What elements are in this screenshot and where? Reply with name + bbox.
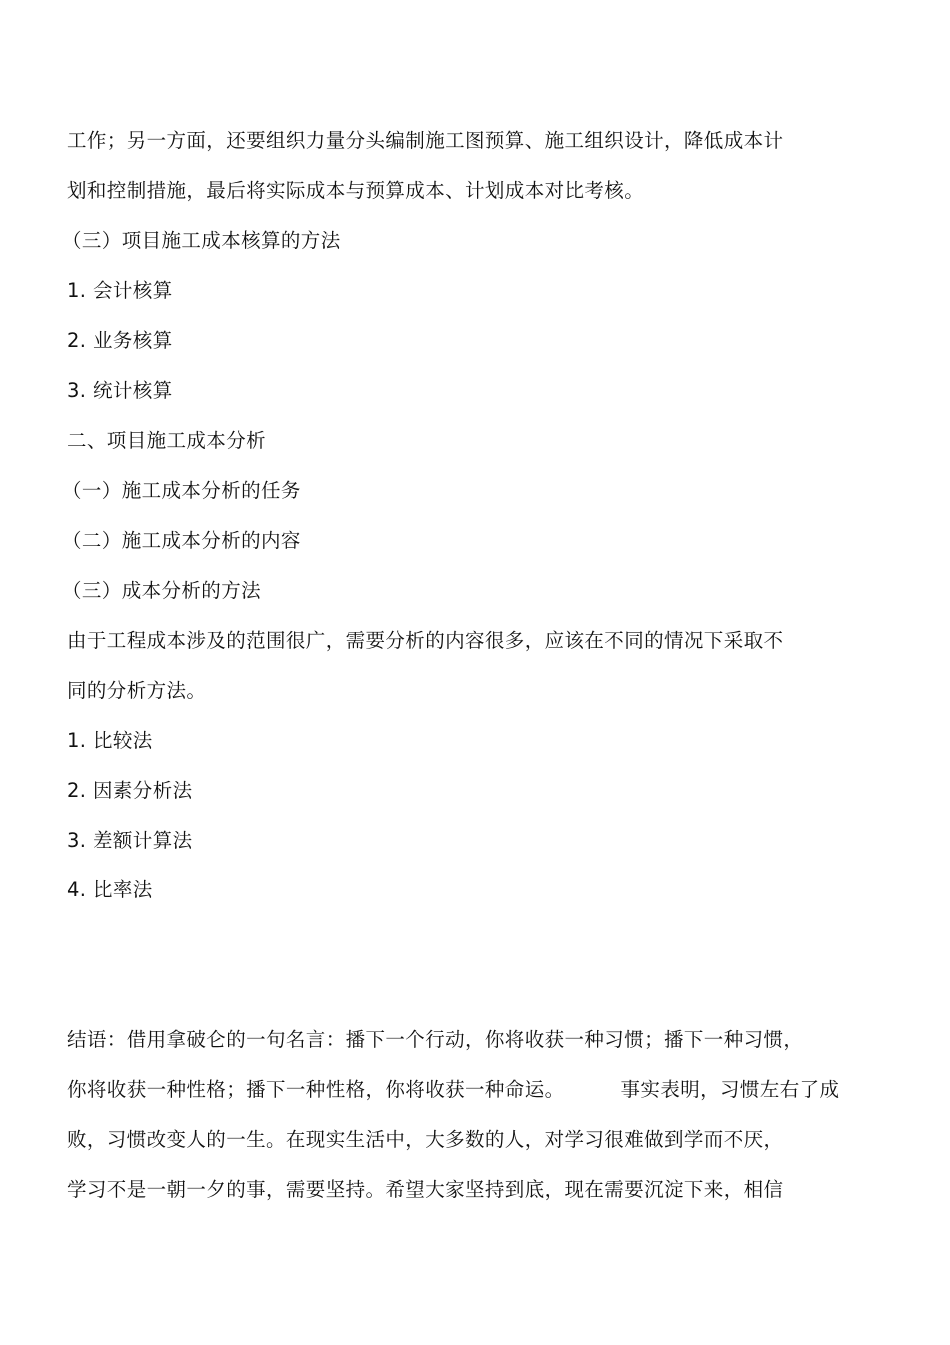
conclusion-text: 你将收获一种性格；播下一种性格，你将收获一种命运。 [67,1078,565,1101]
subsection-heading: （二）施工成本分析的内容 [62,529,301,552]
list-item: 4. 比率法 [67,878,153,901]
paragraph-line: 同的分析方法。 [67,679,207,702]
paragraph-line: 划和控制措施，最后将实际成本与预算成本、计划成本对比考核。 [67,179,645,202]
conclusion-line: 败，习惯改变人的一生。在现实生活中，大多数的人，对学习很难做到学而不厌， [67,1128,784,1151]
list-item: 1. 比较法 [67,729,153,752]
conclusion-text: 事实表明，习惯左右了成 [620,1078,840,1101]
conclusion-line [67,1077,839,1103]
list-item: 2. 业务核算 [67,329,173,352]
list-item: 1. 会计核算 [67,279,173,302]
paragraph-line: 由于工程成本涉及的范围很广，需要分析的内容很多，应该在不同的情况下采取不 [67,629,784,652]
subsection-heading: （三）成本分析的方法 [62,579,262,602]
conclusion-line: 结语：借用拿破仑的一句名言：播下一个行动，你将收获一种习惯；播下一种习惯， [67,1028,804,1051]
section-heading: （三）项目施工成本核算的方法 [62,229,341,252]
section-heading: 二、项目施工成本分析 [67,429,267,452]
subsection-heading: （一）施工成本分析的任务 [62,479,301,502]
conclusion-line: 学习不是一朝一夕的事，需要坚持。希望大家坚持到底，现在需要沉淀下来，相信 [67,1178,784,1201]
list-item: 2. 因素分析法 [67,779,193,802]
paragraph-line: 工作；另一方面，还要组织力量分头编制施工图预算、施工组织设计，降低成本计 [67,129,784,152]
list-item: 3. 统计核算 [67,379,173,402]
list-item: 3. 差额计算法 [67,829,193,852]
